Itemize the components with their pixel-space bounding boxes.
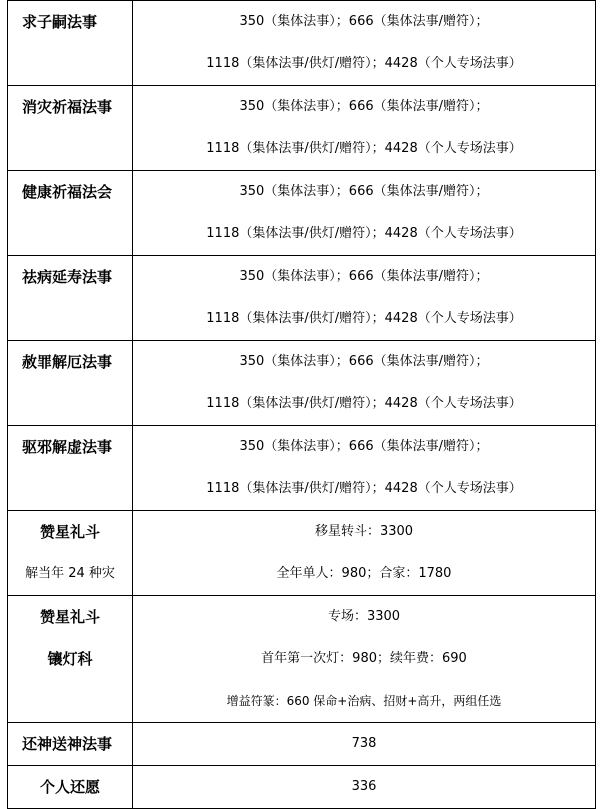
table-row — [8, 511, 596, 596]
price-line: 1118（集体法事/供灯/赠符）；4428（个人专场法事） — [206, 311, 522, 326]
price-detail-cell — [133, 511, 596, 596]
price-detail-cell — [133, 341, 596, 426]
service-name: 个人还愿 — [39, 778, 100, 796]
service-name: 赞星礼斗 — [39, 523, 100, 541]
service-name-cell — [8, 511, 133, 596]
service-name-cell — [8, 1, 133, 86]
price-line: 专场：3300 — [327, 609, 401, 624]
price-detail-cell — [133, 86, 596, 171]
service-name-line-2: 镶灯科 — [47, 650, 93, 668]
service-name: 赞星礼斗 — [39, 608, 100, 626]
price-line: 增益符篆：660 保命+治病、招财+高升，两组任选 — [226, 694, 502, 708]
table-row — [8, 256, 596, 341]
price-detail-cell — [133, 766, 596, 809]
price-detail-cell — [133, 596, 596, 723]
price-line: 移星转斗：3300 — [314, 524, 414, 539]
price-detail-cell — [133, 723, 596, 766]
service-name-cell — [8, 426, 133, 511]
price-detail-cell — [133, 426, 596, 511]
price-detail-cell — [133, 256, 596, 341]
price-line: 350（集体法事）；666（集体法事/赠符）； — [239, 439, 489, 454]
price-detail-cell — [133, 171, 596, 256]
service-name-cell — [8, 596, 133, 723]
service-name: 求子嗣法事 — [22, 13, 98, 31]
service-name-cell — [8, 766, 133, 809]
price-line: 1118（集体法事/供灯/赠符）；4428（个人专场法事） — [206, 141, 522, 156]
price-line: 350（集体法事）；666（集体法事/赠符）； — [239, 14, 489, 29]
table-row — [8, 341, 596, 426]
table-row — [8, 171, 596, 256]
price-line: 首年第一次灯：980；续年费：690 — [261, 651, 467, 666]
table-row — [8, 766, 596, 809]
price-line: 350（集体法事）；666（集体法事/赠符）； — [239, 184, 489, 199]
service-name-cell — [8, 723, 133, 766]
price-table — [7, 0, 596, 809]
price-line: 350（集体法事）；666（集体法事/赠符）； — [239, 99, 489, 114]
price-line: 738 — [351, 736, 377, 751]
price-line: 1118（集体法事/供灯/赠符）；4428（个人专场法事） — [206, 396, 522, 411]
table-row — [8, 723, 596, 766]
service-name: 还神送神法事 — [22, 735, 113, 753]
service-name: 消灾祈福法事 — [22, 98, 113, 116]
table-row — [8, 86, 596, 171]
service-note: 解当年 24 种灾 — [25, 566, 115, 581]
price-line: 全年单人：980；合家：1780 — [276, 566, 452, 581]
service-name: 赦罪解厄法事 — [22, 353, 113, 371]
table-row — [8, 596, 596, 723]
service-name: 驱邪解虚法事 — [22, 438, 113, 456]
service-name-cell — [8, 341, 133, 426]
price-line: 350（集体法事）；666（集体法事/赠符）； — [239, 354, 489, 369]
service-name: 祛病延寿法事 — [22, 268, 113, 286]
service-name-cell — [8, 256, 133, 341]
service-name-cell — [8, 171, 133, 256]
price-line: 1118（集体法事/供灯/赠符）；4428（个人专场法事） — [206, 226, 522, 241]
price-detail-cell — [133, 1, 596, 86]
price-line: 1118（集体法事/供灯/赠符）；4428（个人专场法事） — [206, 481, 522, 496]
price-line: 1118（集体法事/供灯/赠符）；4428（个人专场法事） — [206, 56, 522, 71]
table-row — [8, 426, 596, 511]
price-line: 336 — [351, 779, 377, 794]
service-name-cell — [8, 86, 133, 171]
service-name: 健康祈福法会 — [22, 183, 113, 201]
table-row — [8, 1, 596, 86]
price-line: 350（集体法事）；666（集体法事/赠符）； — [239, 269, 489, 284]
